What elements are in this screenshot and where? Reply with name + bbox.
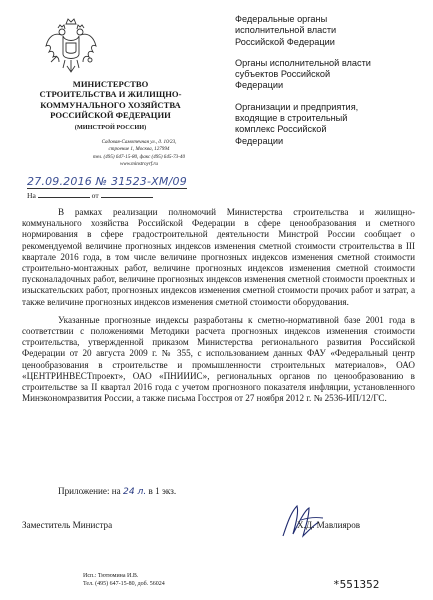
recipient-group bbox=[235, 58, 420, 92]
enclosure-line bbox=[58, 486, 176, 497]
address-line: строение 1, Москва, 127994 bbox=[108, 146, 170, 153]
recipient-group bbox=[235, 102, 420, 147]
asterisk-mark: * bbox=[333, 578, 340, 591]
recipient-line: исполнительной власти bbox=[235, 25, 337, 36]
address-line: www.minstroyrf.ru bbox=[120, 161, 158, 168]
ministry-name-line: КОММУНАЛЬНОГО ХОЗЯЙСТВА bbox=[40, 99, 181, 110]
body-paragraph: Указанные прогнозные индексы разработаны к сметно-нормативной базе 2001 года в соответствии с положениями Методики расчета прогнозных индексов изменения стоимости строительства, утвержденной приказом Министерства регионального развития Российской Федерации от 20 августа 2009 г. № 355, с использованием данных ФАУ «Федеральный центр ценообразования в строительстве и промышленности строительных материалов», ОАО «ЦЕНТРИНВЕСТпроект», ОАО «ПНИИИС», региональных органов по ценообразованию в строительстве за II квартал 2016 года с учетом прогнозного показателя инфляции, установленного Минэкономразвития России, а также письма Госстроя от 27 ноября 2012 г. № 2536-ИП/12/ГС. bbox=[22, 314, 415, 404]
address-line: Садовая-Самотечная ул., д. 10/23, bbox=[101, 139, 177, 145]
ref-date-blank bbox=[101, 190, 153, 198]
ministry-short-name: (МИНСТРОЙ РОССИИ) bbox=[74, 124, 147, 131]
ministry-name bbox=[28, 79, 193, 120]
enclosure-prefix: Приложение: на bbox=[58, 486, 121, 496]
reference-line bbox=[27, 190, 153, 200]
document-id-number: 551352 bbox=[339, 578, 380, 591]
ref-number-blank bbox=[38, 190, 90, 198]
signer-title: Заместитель Министра bbox=[22, 520, 113, 530]
recipient-line: Органы исполнительной власти bbox=[235, 57, 371, 68]
address-line: тел. (495) 647-15-80, факс (495) 645-73-40 bbox=[92, 153, 186, 160]
recipient-line: входящие в строительный bbox=[235, 113, 348, 124]
recipient-group bbox=[235, 14, 420, 48]
ministry-name-line: СТРОИТЕЛЬСТВА И ЖИЛИЩНО- bbox=[39, 89, 182, 100]
executor-info bbox=[83, 572, 165, 588]
recipient-line: Организации и предприятия, bbox=[235, 101, 359, 112]
ref-ot-label: от bbox=[91, 191, 99, 200]
handwritten-page-count: 24 л. bbox=[123, 487, 147, 497]
recipient-line: Федерации bbox=[235, 135, 284, 146]
recipient-line: субъектов Российской bbox=[235, 69, 331, 80]
signer-name: Х.Д. Мавлияров bbox=[297, 520, 361, 530]
body-paragraph: В рамках реализации полномочий Министерства строительства и жилищно-коммунального хозяйства Российской Федерации в сфере ценообразования и сметного нормирования в сфере градостроительной деятельности Минстрой России сообщает о рекомендуемой величине прогнозных индексов изменения сметной стоимости строительства в III квартале 2016 года, в том числе величине прогнозных индексов изменения сметной стоимости строительно-монтажных работ, величине прогнозных индексов изменения сметной стоимости пусконаладочных работ, величине прогнозных индексов изменения сметной стоимости проектных и изыскательских работ, прогнозных индексов изменения сметной стоимости прочих работ и затрат, а также величине прогнозных индексов изменения сметной стоимости оборудования. bbox=[22, 207, 415, 307]
ministry-address bbox=[80, 139, 198, 169]
recipient-line: Российской Федерации bbox=[235, 36, 335, 47]
recipient-line: комплекс Российской bbox=[235, 124, 327, 135]
document-id bbox=[333, 578, 379, 591]
recipient-line: Федеральные органы bbox=[235, 14, 328, 24]
enclosure-suffix: в 1 экз. bbox=[148, 486, 177, 496]
ref-na-label: На bbox=[27, 191, 36, 200]
handwritten-registration-number: 27.09.2016 № 31523-ХМ/09 bbox=[27, 175, 187, 188]
letter-body bbox=[22, 207, 415, 411]
executor-phone: Тел. (495) 647-15-80, доб. 56024 bbox=[83, 581, 165, 587]
ministry-name-line: МИНИСТЕРСТВО bbox=[72, 79, 149, 89]
ministry-name-line: РОССИЙСКОЙ ФЕДЕРАЦИИ bbox=[50, 109, 171, 120]
registration-underline bbox=[27, 188, 187, 189]
recipient-line: Федерации bbox=[235, 80, 284, 91]
executor-name: Исп.: Тютюмина И.В. bbox=[83, 573, 139, 579]
recipients-block bbox=[235, 14, 420, 157]
coat-of-arms-emblem bbox=[43, 16, 99, 76]
